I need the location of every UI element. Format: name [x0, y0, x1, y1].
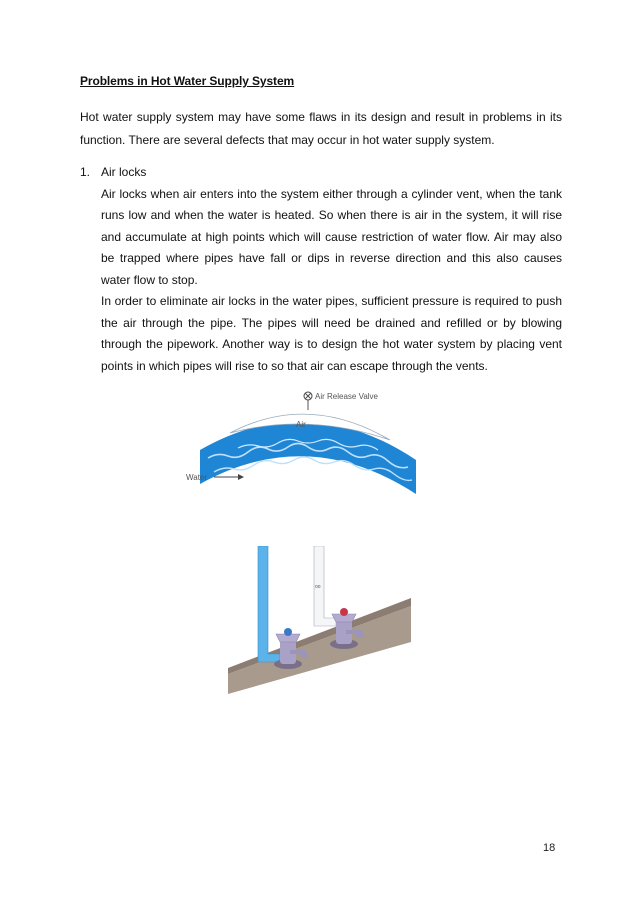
air-locks-cause-paragraph: Air locks when air enters into the system either through a cylinder vent, when the tank runs low and when the water is heated. So when there is air in the system, it will rise and accumulate at high points which will cause restriction of water flow. Air may also be trapped where pipes have fall or dips in reverse direction and this also causes water flow to stop.	[101, 186, 562, 287]
list-item-number: 1.	[80, 165, 91, 179]
section-heading: Problems in Hot Water Supply System	[80, 74, 295, 88]
air-locks-remedy-paragraph: In order to eliminate air locks in the water pipes, sufficient pressure is required to push the air through the pipe. The pipes will need be drained and refilled or by blowing through the pipework. Another way is to design the hot water system by placing vent points in which pipes will rise to so that air can escape through the vents.	[101, 294, 562, 373]
air-bubble-mark: oo	[315, 584, 321, 590]
hot-indicator-icon	[340, 608, 348, 616]
cold-pipe	[258, 546, 280, 662]
air-lock-pipe-diagram	[178, 388, 438, 496]
valve-label: Air Release Valve	[315, 392, 378, 401]
water-label: Water	[186, 473, 208, 482]
intro-paragraph: Hot water supply system may have some flaws in its design and result in problems in its function. There are several defects that may occur in hot water supply system.	[80, 110, 562, 147]
water-arrowhead	[238, 474, 244, 480]
list-item-body	[101, 162, 562, 377]
page-number: 18	[543, 842, 556, 854]
taps-diagram	[228, 546, 411, 694]
cold-indicator-icon	[284, 628, 292, 636]
list-item-title: Air locks	[101, 165, 147, 179]
air-label: Air	[296, 420, 306, 429]
